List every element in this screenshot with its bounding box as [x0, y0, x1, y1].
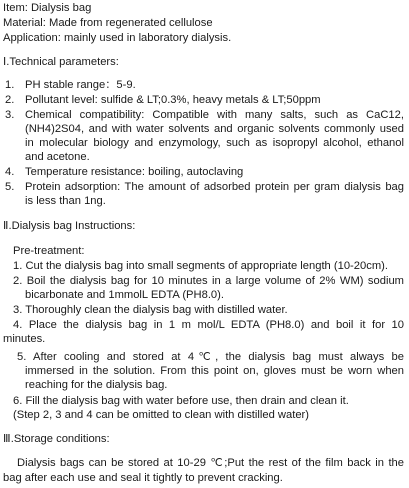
- instruction-step: 4. Place the dialysis bag in 1 m mol/L EDTA (PH8.0) and boil it for 10: [13, 319, 404, 331]
- instruction-step: minutes.: [3, 333, 46, 345]
- tech-item-number: 5.: [5, 181, 15, 193]
- tech-item-chemical-line: (NH4)2S04, and with water solvents and organic solvents commonly used: [25, 123, 404, 135]
- tech-item-temperature: Temperature resistance: boiling, autoclaving: [25, 166, 244, 178]
- storage-line: Dialysis bags can be stored at 10-29 ℃;Put the rest of the film back in the: [17, 457, 404, 469]
- tech-item-chemical-line: in molecular biology and enzymology, such as isopropyl alcohol, ethanol: [25, 137, 404, 149]
- tech-item-pollutant: Pollutant level: sulfide & LT;0.3%, heavy metals & LT;50ppm: [25, 94, 321, 106]
- tech-item-number: 2.: [5, 94, 15, 106]
- tech-item-ph: PH stable range：5-9.: [25, 79, 136, 91]
- instruction-step: bicarbonate and 1mmolL EDTA (PH8.0).: [25, 289, 224, 301]
- instruction-step: 1. Cut the dialysis bag into small segments of appropriate length (10-20cm).: [13, 260, 388, 272]
- instruction-step: reaching for the dialysis bag.: [25, 379, 168, 391]
- technical-heading: Ⅰ.Technical parameters:: [3, 56, 119, 68]
- instruction-step: 2. Boil the dialysis bag for 10 minutes in a large volume of 2% WM) sodium: [13, 275, 404, 287]
- tech-item-number: 4.: [5, 166, 15, 178]
- tech-item-number: 3.: [5, 109, 15, 121]
- tech-item-chemical-line: Chemical compatibility: Compatible with many salts, such as CaC12,: [25, 109, 404, 121]
- instruction-step: 5. After cooling and stored at 4℃, the dialysis bag must always be: [17, 351, 404, 363]
- pretreatment-label: Pre-treatment:: [13, 245, 85, 257]
- instruction-step: 3. Thoroughly clean the dialysis bag with distilled water.: [13, 304, 288, 316]
- tech-item-protein-line: is less than 1ng.: [25, 195, 106, 207]
- application-line: Application: mainly used in laboratory dialysis.: [3, 32, 232, 44]
- tech-item-number: 1.: [5, 79, 15, 91]
- instruction-step: (Step 2, 3 and 4 can be omitted to clean with distilled water): [13, 409, 310, 421]
- tech-item-protein-line: Protein adsorption: The amount of adsorbed protein per gram dialysis bag: [25, 181, 404, 193]
- instruction-step: 6. Fill the dialysis bag with water before use, then drain and clean it.: [13, 395, 349, 407]
- tech-item-chemical-line: and acetone.: [25, 151, 90, 163]
- item-line: Item: Dialysis bag: [3, 2, 92, 14]
- storage-line: bag after each use and seal it tightly to prevent cracking.: [3, 472, 283, 484]
- material-line: Material: Made from regenerated cellulose: [3, 17, 213, 29]
- instruction-step: immersed in the solution. From this point on, gloves must be worn when: [25, 365, 404, 377]
- storage-heading: Ⅲ.Storage conditions:: [3, 433, 110, 445]
- instructions-heading: Ⅱ.Dialysis bag Instructions:: [3, 220, 136, 232]
